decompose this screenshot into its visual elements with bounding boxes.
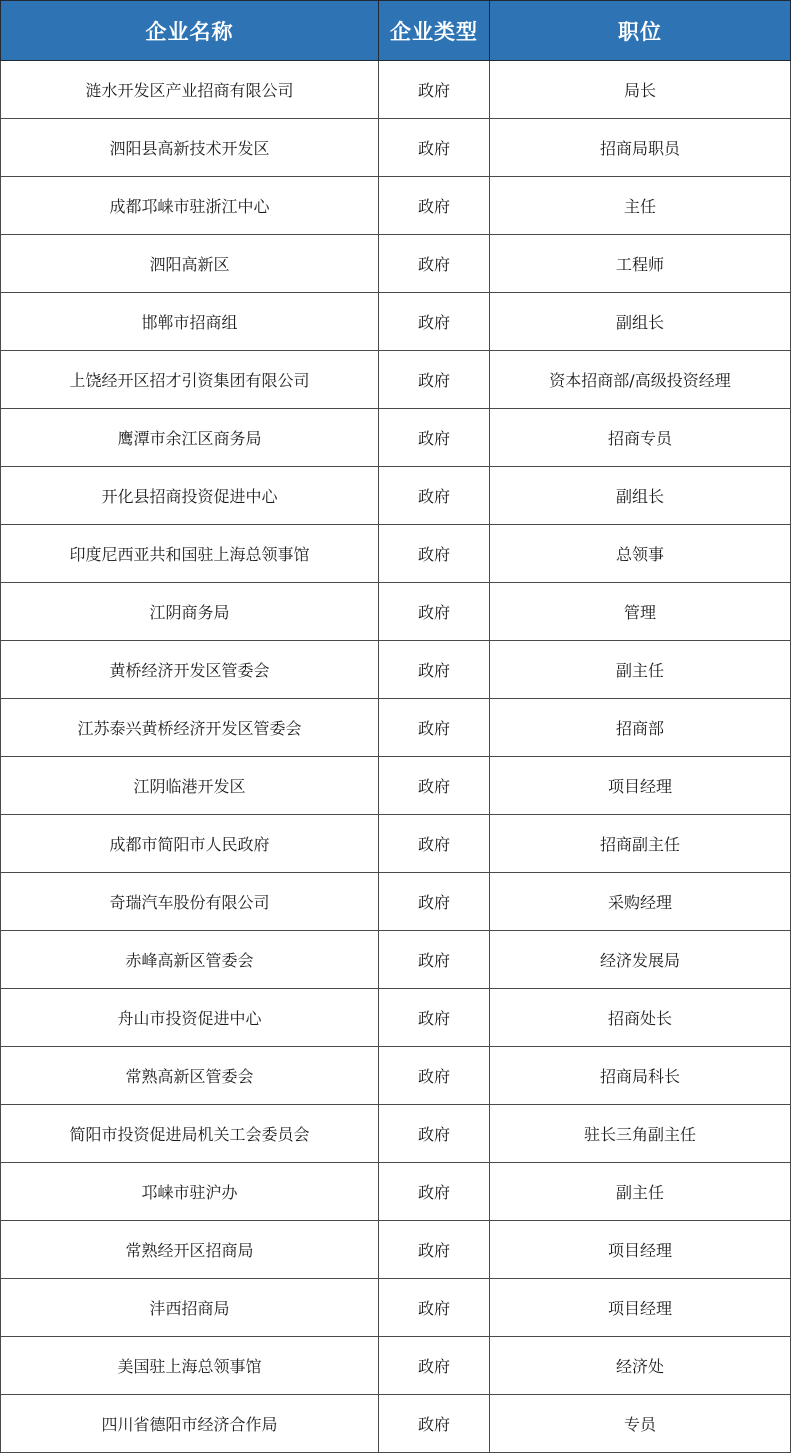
company-name-cell: 四川省德阳市经济合作局	[1, 1395, 379, 1453]
position-cell: 招商专员	[490, 409, 791, 467]
company-name-cell: 常熟经开区招商局	[1, 1221, 379, 1279]
position-cell: 工程师	[490, 235, 791, 293]
company-name-cell: 奇瑞汽车股份有限公司	[1, 873, 379, 931]
position-cell: 采购经理	[490, 873, 791, 931]
company-type-cell: 政府	[379, 61, 490, 119]
company-name-cell: 江阴商务局	[1, 583, 379, 641]
position-cell: 项目经理	[490, 757, 791, 815]
company-type-cell: 政府	[379, 815, 490, 873]
company-name-cell: 简阳市投资促进局机关工会委员会	[1, 1105, 379, 1163]
company-type-cell: 政府	[379, 1105, 490, 1163]
column-header-company-type: 企业类型	[379, 1, 490, 61]
table-row	[1, 815, 791, 873]
company-type-cell: 政府	[379, 119, 490, 177]
position-cell: 项目经理	[490, 1279, 791, 1337]
table-row	[1, 931, 791, 989]
company-type-cell: 政府	[379, 873, 490, 931]
company-type-cell: 政府	[379, 1279, 490, 1337]
company-name-cell: 印度尼西亚共和国驻上海总领事馆	[1, 525, 379, 583]
position-cell: 招商局科长	[490, 1047, 791, 1105]
position-cell: 经济发展局	[490, 931, 791, 989]
company-name-cell: 江苏泰兴黄桥经济开发区管委会	[1, 699, 379, 757]
position-cell: 资本招商部/高级投资经理	[490, 351, 791, 409]
table-row	[1, 525, 791, 583]
company-type-cell: 政府	[379, 1221, 490, 1279]
column-header-position: 职位	[490, 1, 791, 61]
table-row	[1, 1105, 791, 1163]
table-row	[1, 699, 791, 757]
position-cell: 副主任	[490, 1163, 791, 1221]
company-type-cell: 政府	[379, 235, 490, 293]
company-name-cell: 黄桥经济开发区管委会	[1, 641, 379, 699]
company-type-cell: 政府	[379, 1395, 490, 1453]
company-name-cell: 成都邛崃市驻浙江中心	[1, 177, 379, 235]
table-row	[1, 409, 791, 467]
position-cell: 驻长三角副主任	[490, 1105, 791, 1163]
company-name-cell: 江阴临港开发区	[1, 757, 379, 815]
position-cell: 副组长	[490, 293, 791, 351]
position-cell: 总领事	[490, 525, 791, 583]
table-row	[1, 177, 791, 235]
position-cell: 管理	[490, 583, 791, 641]
company-type-cell: 政府	[379, 641, 490, 699]
header-row	[1, 1, 791, 61]
table-row	[1, 757, 791, 815]
company-name-cell: 邯郸市招商组	[1, 293, 379, 351]
company-type-cell: 政府	[379, 583, 490, 641]
company-type-cell: 政府	[379, 409, 490, 467]
table-row	[1, 119, 791, 177]
position-cell: 局长	[490, 61, 791, 119]
table-row	[1, 293, 791, 351]
company-name-cell: 泗阳高新区	[1, 235, 379, 293]
table-row	[1, 1047, 791, 1105]
company-type-cell: 政府	[379, 1047, 490, 1105]
position-cell: 专员	[490, 1395, 791, 1453]
company-name-cell: 成都市简阳市人民政府	[1, 815, 379, 873]
position-cell: 副主任	[490, 641, 791, 699]
company-name-cell: 沣西招商局	[1, 1279, 379, 1337]
position-cell: 副组长	[490, 467, 791, 525]
table-row	[1, 61, 791, 119]
table-row	[1, 1279, 791, 1337]
company-name-cell: 常熟高新区管委会	[1, 1047, 379, 1105]
table-row	[1, 235, 791, 293]
company-name-cell: 邛崃市驻沪办	[1, 1163, 379, 1221]
company-type-cell: 政府	[379, 757, 490, 815]
company-type-cell: 政府	[379, 1163, 490, 1221]
position-cell: 主任	[490, 177, 791, 235]
position-cell: 项目经理	[490, 1221, 791, 1279]
table-row	[1, 467, 791, 525]
company-type-cell: 政府	[379, 989, 490, 1047]
company-type-cell: 政府	[379, 525, 490, 583]
table-row	[1, 583, 791, 641]
company-type-cell: 政府	[379, 177, 490, 235]
table-row	[1, 351, 791, 409]
table-body	[1, 61, 791, 1453]
company-type-cell: 政府	[379, 467, 490, 525]
table-row	[1, 1221, 791, 1279]
company-name-cell: 开化县招商投资促进中心	[1, 467, 379, 525]
position-cell: 招商局职员	[490, 119, 791, 177]
position-cell: 招商部	[490, 699, 791, 757]
table-row	[1, 1395, 791, 1453]
company-name-cell: 美国驻上海总领事馆	[1, 1337, 379, 1395]
table-row	[1, 873, 791, 931]
table-header	[1, 1, 791, 61]
table-row	[1, 1337, 791, 1395]
table-row	[1, 641, 791, 699]
company-type-cell: 政府	[379, 293, 490, 351]
company-name-cell: 舟山市投资促进中心	[1, 989, 379, 1047]
company-type-cell: 政府	[379, 699, 490, 757]
table-row	[1, 1163, 791, 1221]
table-row	[1, 989, 791, 1047]
company-type-cell: 政府	[379, 351, 490, 409]
position-cell: 招商副主任	[490, 815, 791, 873]
position-cell: 招商处长	[490, 989, 791, 1047]
company-type-cell: 政府	[379, 1337, 490, 1395]
company-name-cell: 泗阳县高新技术开发区	[1, 119, 379, 177]
position-cell: 经济处	[490, 1337, 791, 1395]
company-name-cell: 涟水开发区产业招商有限公司	[1, 61, 379, 119]
column-header-company-name: 企业名称	[1, 1, 379, 61]
company-name-cell: 鹰潭市余江区商务局	[1, 409, 379, 467]
company-name-cell: 上饶经开区招才引资集团有限公司	[1, 351, 379, 409]
company-type-cell: 政府	[379, 931, 490, 989]
company-name-cell: 赤峰高新区管委会	[1, 931, 379, 989]
